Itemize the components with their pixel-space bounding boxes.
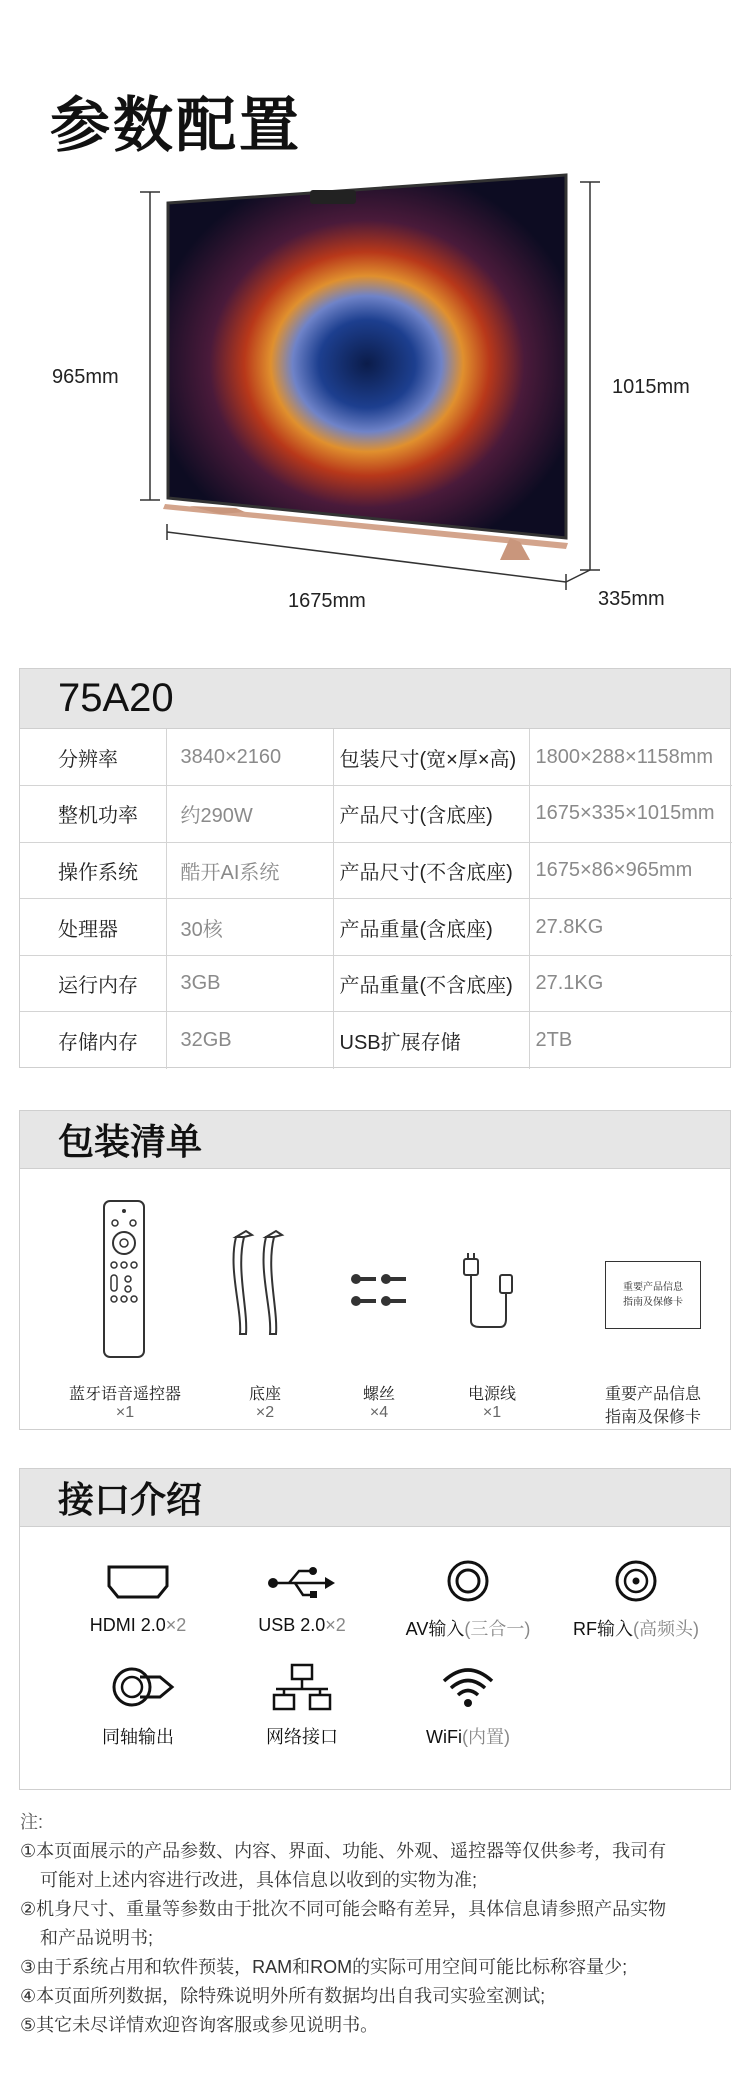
item-name: 电源线 (467, 1386, 516, 1403)
item-name: 重要产品信息 (604, 1386, 701, 1403)
spec-value: 27.1KG (529, 955, 732, 1012)
port-name: WiFi (426, 1727, 462, 1747)
list-item (578, 1381, 728, 1427)
notes-title: 注: (20, 1812, 44, 1832)
port-label-av (378, 1615, 558, 1641)
port-label-coaxial (48, 1723, 228, 1749)
spec-value: 约290W (166, 786, 333, 843)
spec-value: 1675×335×1015mm (529, 786, 732, 843)
note-line: ④本页面所列数据，除特殊说明外所有数据均出自我司实验室测试; (20, 1986, 546, 2006)
page-title: 参数配置 (50, 92, 302, 159)
tv-camera (310, 190, 356, 204)
table-row (20, 842, 732, 899)
list-item (417, 1381, 567, 1422)
tv-dimension-illustration (0, 170, 750, 620)
spec-value: 27.8KG (529, 899, 732, 956)
item-name: 螺丝 (362, 1386, 395, 1403)
spec-value: 32GB (166, 1012, 333, 1069)
stand-icon (230, 1229, 300, 1339)
model-name: 75A20 (20, 669, 730, 729)
port-suffix: (高频头) (633, 1619, 699, 1639)
note-line: 可能对上述内容进行改进，具体信息以收到的实物为准; (40, 1870, 477, 1890)
rf-icon (614, 1559, 658, 1603)
spec-table-section (19, 668, 731, 1068)
spec-value: 酷开AI系统 (166, 842, 333, 899)
note-line: ①本页面展示的产品参数、内容、界面、功能、外观、遥控器等仅供参考，我司有 (20, 1841, 667, 1861)
spec-label: 产品重量(不含底座) (333, 955, 529, 1012)
spec-label: 产品尺寸(不含底座) (333, 842, 529, 899)
item-qty: ×1 (115, 1404, 135, 1421)
ports-section (19, 1468, 731, 1790)
item-qty: ×4 (369, 1404, 389, 1421)
ports-title: 接口介绍 (20, 1469, 730, 1527)
table-row (20, 899, 732, 956)
note-line: ③由于系统占用和软件预装，RAM和ROM的实际可用空间可能比标称容量少; (20, 1957, 628, 1977)
port-suffix: ×2 (165, 1615, 187, 1635)
network-icon (272, 1663, 332, 1711)
port-label-rf (546, 1615, 726, 1641)
spec-label: 处理器 (20, 899, 166, 956)
package-section (19, 1110, 731, 1430)
port-suffix: (三合一) (464, 1619, 531, 1639)
spec-label: 产品重量(含底座) (333, 899, 529, 956)
item-qty: ×1 (482, 1404, 502, 1421)
item-qty: 指南及保修卡 (604, 1409, 701, 1426)
screws-icon (350, 1271, 410, 1311)
package-title: 包装清单 (20, 1111, 730, 1169)
dim-depth: 335mm (598, 588, 665, 610)
coaxial-icon (112, 1665, 176, 1709)
port-label-hdmi (48, 1615, 228, 1636)
hdmi-icon (106, 1564, 170, 1600)
spec-value: 2TB (535, 1029, 573, 1052)
item-name: 蓝牙语音遥控器 (68, 1386, 181, 1403)
spec-table (20, 729, 732, 1069)
port-label-wifi (378, 1723, 558, 1749)
port-name: USB 2.0 (258, 1615, 326, 1635)
port-name: 网络接口 (266, 1727, 338, 1747)
table-row (20, 729, 732, 786)
spec-label: 包装尺寸(宽×厚×高) (333, 729, 529, 786)
port-name: AV输入 (405, 1619, 465, 1639)
port-label-network (212, 1723, 392, 1749)
manual-icon (605, 1261, 701, 1329)
spec-label: 分辨率 (20, 729, 166, 786)
remote-icon (102, 1199, 146, 1359)
spec-value: 1800×288×1158mm (529, 729, 732, 786)
tv-screen (168, 175, 566, 538)
list-item (50, 1381, 200, 1422)
dim-total-height: 1015mm (612, 376, 690, 398)
note-item (20, 1953, 732, 1982)
notes-section (20, 1808, 732, 2040)
note-item (20, 2011, 732, 2040)
item-name: 底座 (248, 1386, 281, 1403)
note-line: ⑤其它未尽详情欢迎咨询客服或参见说明书。 (20, 2015, 379, 2035)
power-cable-icon (460, 1251, 520, 1331)
note-item (20, 1982, 732, 2011)
note-line: 和产品说明书; (40, 1928, 154, 1948)
manual-card-text: 重要产品信息 (623, 1282, 683, 1293)
note-item (20, 1837, 732, 1895)
table-row (20, 955, 732, 1012)
port-name: HDMI 2.0 (89, 1615, 166, 1635)
note-line: ②机身尺寸、重量等参数由于批次不同可能会略有差异，具体信息请参照产品实物 (20, 1899, 667, 1919)
spec-label: 整机功率 (20, 786, 166, 843)
manual-card-text: 指南及保修卡 (623, 1297, 683, 1308)
spec-value: 30核 (166, 899, 333, 956)
table-row (20, 1012, 732, 1069)
spec-label: USB扩展存储 (333, 1012, 529, 1069)
spec-value: 3840×2160 (166, 729, 333, 786)
port-name: 同轴输出 (102, 1727, 174, 1747)
note-item (20, 1895, 732, 1953)
port-label-usb (212, 1615, 392, 1636)
spec-label: 存储内存 (20, 1012, 166, 1069)
spec-value: 3GB (166, 955, 333, 1012)
port-name: RF输入 (573, 1619, 633, 1639)
port-suffix: ×2 (325, 1615, 346, 1635)
dim-width: 1675mm (288, 590, 366, 612)
wifi-icon (440, 1665, 496, 1709)
port-suffix: (内置) (461, 1727, 510, 1747)
spec-label: 运行内存 (20, 955, 166, 1012)
av-icon (446, 1559, 490, 1603)
dim-screen-height: 965mm (52, 366, 119, 388)
item-qty: ×2 (255, 1404, 275, 1421)
table-row (20, 786, 732, 843)
spec-value: 1675×86×965mm (529, 842, 732, 899)
spec-label: 产品尺寸(含底座) (333, 786, 529, 843)
spec-label: 操作系统 (20, 842, 166, 899)
usb-icon (267, 1565, 337, 1601)
